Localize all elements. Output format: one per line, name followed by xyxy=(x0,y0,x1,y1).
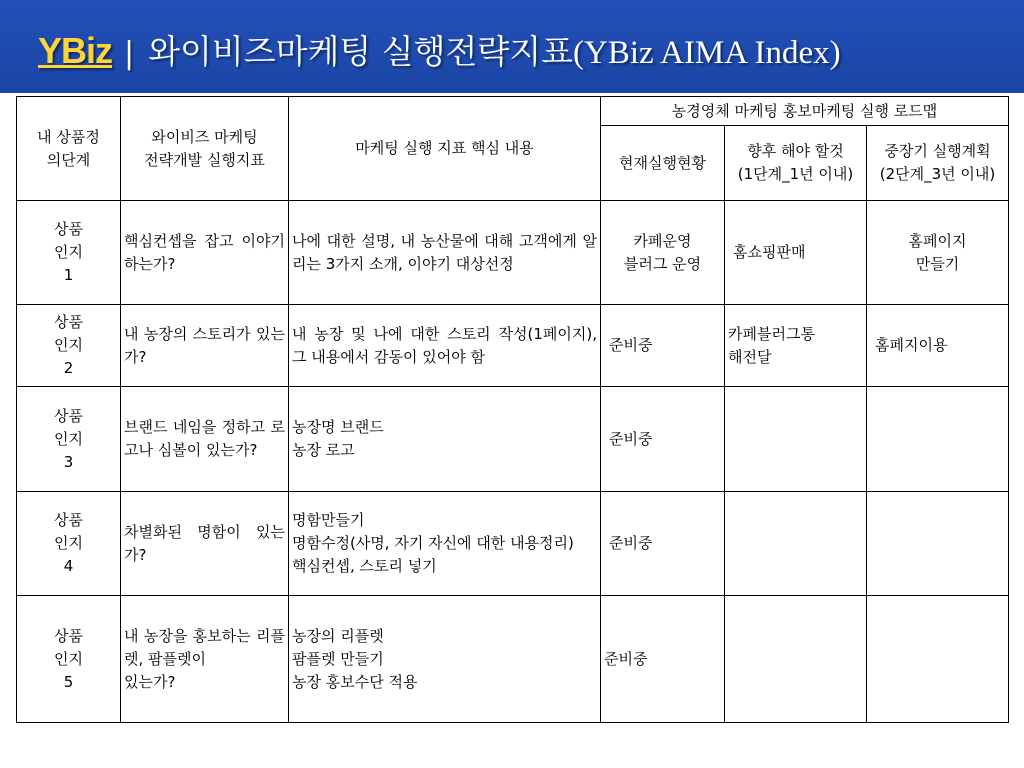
plan-cell xyxy=(867,387,1009,492)
title-english: (YBiz AIMA Index) xyxy=(573,35,841,71)
table-row xyxy=(17,492,1009,596)
plan-cell: 홈페지이용 xyxy=(867,305,1009,387)
table-row xyxy=(17,596,1009,723)
header-current: 현재실행현황 xyxy=(601,126,725,201)
plan-cell xyxy=(867,596,1009,723)
content-cell: 농장의 리플렛 팜플렛 만들기 농장 홍보수단 적용 xyxy=(289,596,601,723)
plan-cell xyxy=(867,492,1009,596)
table-row xyxy=(17,387,1009,492)
header-roadmap: 농경영체 마케팅 홍보마케팅 실행 로드맵 xyxy=(601,97,1009,126)
stage-cell: 상품 인지 3 xyxy=(17,387,121,492)
current-cell: 준비중 xyxy=(601,305,725,387)
stage-cell: 상품 인지 1 xyxy=(17,201,121,305)
header-stage: 내 상품정 의단계 xyxy=(17,97,121,201)
todo-cell xyxy=(725,387,867,492)
header-indicator: 와이비즈 마케팅 전략개발 실행지표 xyxy=(121,97,289,201)
title-bar xyxy=(0,0,1024,93)
title-korean: 와이비즈마케팅 실행전략지표 xyxy=(148,32,574,71)
current-cell: 카페운영 블러그 운영 xyxy=(601,201,725,305)
indicator-cell: 차별화된 명함이 있는가? xyxy=(121,492,289,596)
title-separator: | xyxy=(124,36,135,71)
content-cell: 명함만들기 명함수정(사명, 자기 자신에 대한 내용정리) 핵심컨셉, 스토리 넣기 xyxy=(289,492,601,596)
content-cell: 농장명 브랜드 농장 로고 xyxy=(289,387,601,492)
header-content: 마케팅 실행 지표 핵심 내용 xyxy=(289,97,601,201)
strategy-index-table xyxy=(16,96,1009,723)
indicator-cell: 핵심컨셉을 잡고 이야기 하는가? xyxy=(121,201,289,305)
todo-cell xyxy=(725,492,867,596)
content-cell: 나에 대한 설명, 내 농산물에 대해 고객에게 알리는 3가지 소개, 이야기 대상선정 xyxy=(289,201,601,305)
indicator-cell: 브랜드 네임을 정하고 로고나 심볼이 있는가? xyxy=(121,387,289,492)
todo-cell: 홈쇼핑판매 xyxy=(725,201,867,305)
indicator-cell: 내 농장의 스토리가 있는가? xyxy=(121,305,289,387)
content-cell: 내 농장 및 나에 대한 스토리 작성(1페이지), 그 내용에서 감동이 있어야 함 xyxy=(289,305,601,387)
slide-title xyxy=(38,26,841,76)
current-cell: 준비중 xyxy=(601,387,725,492)
header-plan: 중장기 실행계획 (2단계_3년 이내) xyxy=(867,126,1009,201)
indicator-cell: 내 농장을 홍보하는 리플렛, 팜플렛이 있는가? xyxy=(121,596,289,723)
stage-cell: 상품 인지 2 xyxy=(17,305,121,387)
ybiz-logo: YBiz xyxy=(38,30,113,71)
stage-cell: 상품 인지 4 xyxy=(17,492,121,596)
todo-cell xyxy=(725,596,867,723)
table-row xyxy=(17,201,1009,305)
current-cell: 준비중 xyxy=(601,596,725,723)
current-cell: 준비중 xyxy=(601,492,725,596)
table-row xyxy=(17,305,1009,387)
todo-cell: 카페블러그통 해전달 xyxy=(725,305,867,387)
plan-cell: 홈페이지 만들기 xyxy=(867,201,1009,305)
header-todo: 향후 해야 할것 (1단계_1년 이내) xyxy=(725,126,867,201)
stage-cell: 상품 인지 5 xyxy=(17,596,121,723)
